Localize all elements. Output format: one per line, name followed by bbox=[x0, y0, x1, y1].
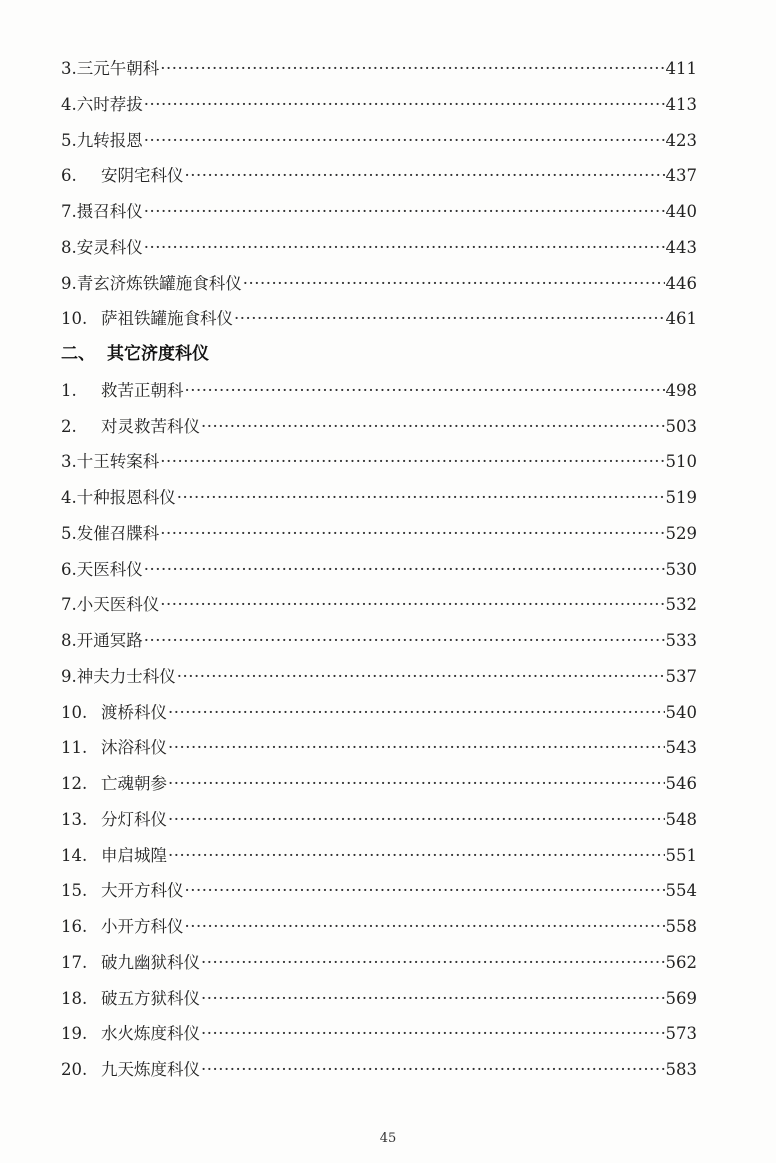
toc-leader-dots bbox=[185, 873, 665, 909]
toc-leader-dots bbox=[144, 87, 665, 123]
toc-entry-number: 16. bbox=[61, 917, 88, 936]
page-number: 45 bbox=[379, 1131, 397, 1146]
toc-entry-number: 2. bbox=[61, 416, 77, 436]
toc-leader-dots bbox=[201, 409, 665, 445]
toc-leader-dots bbox=[201, 981, 665, 1017]
toc-entry-title: 九转报恩 bbox=[76, 130, 143, 150]
toc-entry-number: 10. bbox=[61, 702, 88, 722]
toc-entry bbox=[61, 909, 697, 945]
toc-entry-title: 十种报恩科仪 bbox=[76, 488, 176, 507]
toc-entry bbox=[61, 552, 697, 588]
toc-entry-title: 渡桥科仪 bbox=[101, 702, 167, 722]
toc-entry bbox=[61, 1052, 697, 1088]
toc-leader-dots bbox=[177, 659, 665, 695]
toc-entry-number: 19. bbox=[61, 1024, 88, 1044]
toc-entry-page: 446 bbox=[665, 273, 697, 293]
toc-entry-number: 6. bbox=[61, 559, 77, 579]
toc-entry-title: 青玄济炼铁罐施食科仪 bbox=[76, 273, 242, 293]
toc-leader-dots bbox=[168, 838, 665, 874]
toc-entry bbox=[61, 123, 697, 159]
toc-entry bbox=[61, 516, 697, 552]
toc-entry bbox=[61, 230, 697, 266]
toc-entry-number: 7. bbox=[61, 202, 77, 221]
toc-leader-dots bbox=[185, 373, 665, 409]
toc-entry bbox=[61, 945, 697, 981]
table-of-contents bbox=[61, 51, 697, 1088]
toc-entry-page: 530 bbox=[665, 559, 697, 579]
toc-entry-page: 423 bbox=[665, 130, 697, 150]
toc-entry bbox=[61, 51, 697, 87]
toc-entry-page: 413 bbox=[665, 94, 697, 114]
toc-entry-number: 6. bbox=[61, 166, 77, 186]
toc-entry-page: 503 bbox=[665, 416, 697, 436]
toc-entry-title: 申启城隍 bbox=[101, 845, 167, 865]
toc-leader-dots bbox=[160, 51, 664, 87]
toc-entry bbox=[61, 373, 697, 409]
toc-leader-dots bbox=[144, 623, 665, 659]
section-heading bbox=[61, 337, 697, 373]
toc-entry-title: 水火炼度科仪 bbox=[101, 1024, 200, 1044]
toc-entry-title: 救苦正朝科 bbox=[101, 380, 184, 400]
toc-entry-page: 443 bbox=[665, 237, 697, 257]
toc-entry-number: 11. bbox=[61, 738, 88, 758]
toc-entry-page: 569 bbox=[665, 988, 697, 1008]
toc-entry-title: 小开方科仪 bbox=[101, 917, 184, 936]
toc-leader-dots bbox=[201, 945, 665, 981]
toc-entry-page: 437 bbox=[665, 166, 697, 186]
toc-leader-dots bbox=[168, 766, 665, 802]
toc-entry-number: 5. bbox=[61, 130, 77, 150]
toc-entry bbox=[61, 623, 697, 659]
toc-entry-page: 532 bbox=[665, 595, 697, 615]
toc-entry-number: 9. bbox=[61, 273, 77, 293]
toc-entry bbox=[61, 695, 697, 731]
toc-entry-title: 萨祖铁罐施食科仪 bbox=[101, 309, 233, 329]
toc-entry-title: 对灵救苦科仪 bbox=[101, 416, 200, 436]
toc-entry bbox=[61, 480, 697, 516]
toc-entry-title: 破九幽狱科仪 bbox=[101, 952, 200, 972]
toc-entry-page: 558 bbox=[665, 917, 697, 936]
toc-entry-number: 15. bbox=[61, 881, 88, 901]
toc-entry-title: 安阴宅科仪 bbox=[101, 166, 184, 186]
toc-entry bbox=[61, 194, 697, 230]
toc-entry-number: 10. bbox=[61, 309, 88, 329]
toc-entry-number: 1. bbox=[61, 380, 77, 400]
toc-entry-number: 7. bbox=[61, 595, 77, 615]
toc-entry bbox=[61, 301, 697, 337]
toc-entry bbox=[61, 266, 697, 302]
toc-entry-page: 510 bbox=[665, 452, 697, 472]
toc-entry-title: 亡魂朝参 bbox=[101, 774, 167, 793]
toc-entry-page: 562 bbox=[665, 952, 697, 972]
toc-entry-page: 551 bbox=[665, 845, 697, 865]
toc-entry-title: 分灯科仪 bbox=[101, 809, 167, 829]
toc-entry-number: 17. bbox=[61, 952, 88, 972]
toc-entry-number: 13. bbox=[61, 809, 88, 829]
toc-entry bbox=[61, 730, 697, 766]
toc-entry-number: 4. bbox=[61, 94, 77, 114]
toc-entry-number: 20. bbox=[61, 1060, 88, 1079]
toc-leader-dots bbox=[144, 230, 665, 266]
toc-leader-dots bbox=[144, 123, 665, 159]
toc-entry-number: 12. bbox=[61, 774, 88, 793]
toc-entry-number: 5. bbox=[61, 523, 77, 543]
toc-entry-title: 三元午朝科 bbox=[76, 59, 160, 78]
toc-entry bbox=[61, 444, 697, 480]
toc-entry-number: 3. bbox=[61, 59, 77, 78]
section-heading-number: 二、 bbox=[61, 344, 95, 364]
toc-entry-title: 破五方狱科仪 bbox=[101, 988, 200, 1008]
toc-leader-dots bbox=[168, 730, 665, 766]
toc-entry bbox=[61, 659, 697, 695]
toc-entry-page: 533 bbox=[665, 631, 697, 650]
toc-entry bbox=[61, 981, 697, 1017]
toc-entry-page: 461 bbox=[665, 309, 697, 329]
toc-entry bbox=[61, 873, 697, 909]
toc-leader-dots bbox=[160, 444, 664, 480]
toc-entry-page: 540 bbox=[665, 702, 697, 722]
toc-entry-title: 开通冥路 bbox=[76, 631, 143, 650]
toc-entry bbox=[61, 766, 697, 802]
toc-leader-dots bbox=[168, 802, 665, 838]
toc-entry-title: 摄召科仪 bbox=[76, 202, 143, 221]
toc-leader-dots bbox=[160, 516, 664, 552]
section-1-entry-list bbox=[61, 51, 697, 337]
toc-leader-dots bbox=[201, 1016, 665, 1052]
toc-entry-number: 3. bbox=[61, 452, 77, 472]
toc-entry-page: 554 bbox=[665, 881, 697, 901]
toc-entry-number: 8. bbox=[61, 631, 77, 650]
toc-entry-page: 543 bbox=[665, 738, 697, 758]
toc-entry-title: 神夫力士科仪 bbox=[76, 666, 176, 686]
toc-leader-dots bbox=[243, 266, 665, 302]
toc-entry bbox=[61, 838, 697, 874]
toc-entry-page: 537 bbox=[665, 666, 697, 686]
toc-entry-number: 14. bbox=[61, 845, 88, 865]
toc-entry bbox=[61, 802, 697, 838]
toc-leader-dots bbox=[160, 587, 664, 623]
toc-leader-dots bbox=[177, 480, 665, 516]
toc-entry-title: 天医科仪 bbox=[76, 559, 143, 579]
toc-entry-page: 498 bbox=[665, 380, 697, 400]
toc-entry-page: 440 bbox=[665, 202, 697, 221]
toc-leader-dots bbox=[185, 909, 665, 945]
toc-entry-page: 548 bbox=[665, 809, 697, 829]
toc-entry bbox=[61, 87, 697, 123]
toc-leader-dots bbox=[144, 552, 665, 588]
toc-entry-page: 546 bbox=[665, 774, 697, 793]
toc-leader-dots bbox=[185, 158, 665, 194]
toc-entry-title: 十王转案科 bbox=[76, 452, 160, 472]
toc-entry-number: 18. bbox=[61, 988, 88, 1008]
toc-entry-number: 9. bbox=[61, 666, 77, 686]
section-heading-title: 其它济度科仪 bbox=[107, 344, 209, 364]
toc-entry-page: 411 bbox=[665, 59, 697, 78]
toc-entry-title: 发催召牒科 bbox=[76, 523, 160, 543]
toc-entry-title: 九天炼度科仪 bbox=[101, 1060, 200, 1079]
toc-entry-number: 4. bbox=[61, 488, 77, 507]
toc-leader-dots bbox=[234, 301, 665, 337]
toc-leader-dots bbox=[201, 1052, 665, 1088]
toc-entry-title: 安灵科仪 bbox=[76, 237, 143, 257]
toc-entry-page: 519 bbox=[665, 488, 697, 507]
toc-entry bbox=[61, 409, 697, 445]
section-2-entry-list bbox=[61, 373, 697, 1088]
toc-entry-page: 529 bbox=[665, 523, 697, 543]
toc-entry-number: 8. bbox=[61, 237, 77, 257]
toc-entry bbox=[61, 587, 697, 623]
toc-entry-page: 583 bbox=[665, 1060, 697, 1079]
toc-entry bbox=[61, 158, 697, 194]
toc-entry-title: 沐浴科仪 bbox=[101, 738, 167, 758]
toc-leader-dots bbox=[144, 194, 665, 230]
toc-entry-title: 大开方科仪 bbox=[101, 881, 184, 901]
toc-leader-dots bbox=[168, 695, 665, 731]
toc-entry-title: 小天医科仪 bbox=[76, 595, 160, 615]
toc-entry-page: 573 bbox=[665, 1024, 697, 1044]
toc-entry-title: 六时荐拔 bbox=[76, 94, 143, 114]
toc-entry bbox=[61, 1016, 697, 1052]
